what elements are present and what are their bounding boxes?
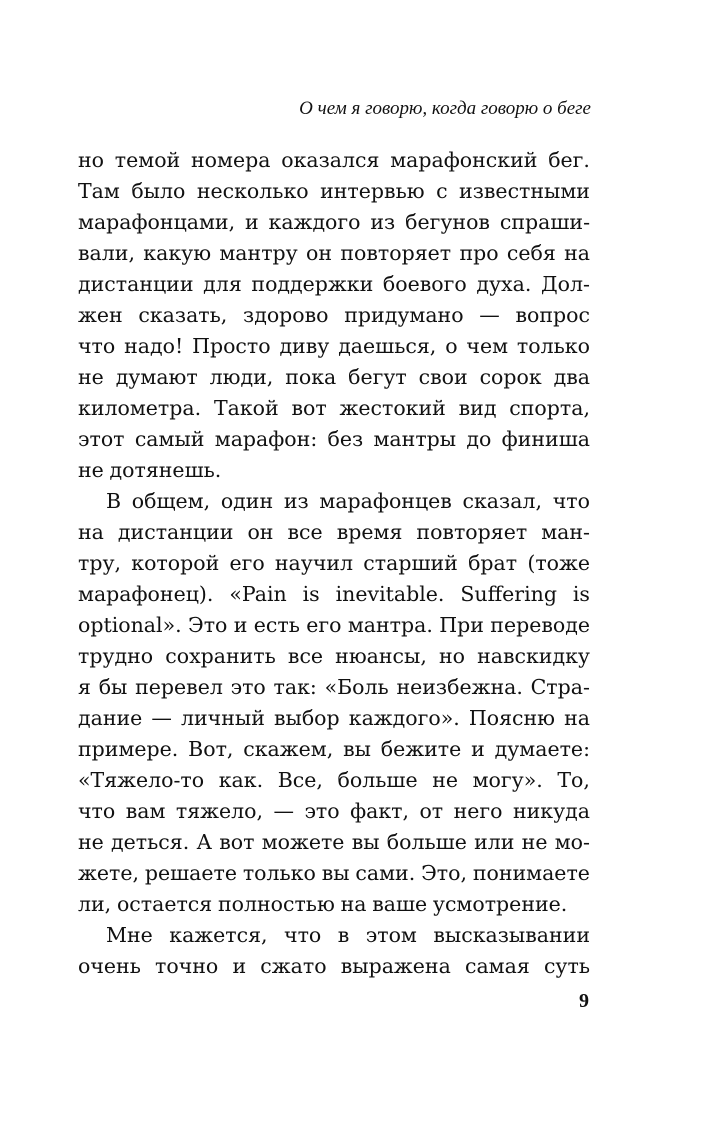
word: что xyxy=(284,923,322,947)
word: самый xyxy=(134,427,205,451)
word: даешься, xyxy=(338,334,437,358)
word: из xyxy=(370,210,396,234)
word: ман- xyxy=(541,520,590,544)
word: повторяет xyxy=(340,241,452,265)
word: него xyxy=(453,799,503,823)
word: повторяет xyxy=(416,520,528,544)
word: могу». xyxy=(472,768,543,792)
text-line xyxy=(78,858,590,889)
word: Мне xyxy=(106,923,153,947)
word: мантру xyxy=(219,241,298,265)
word: личный xyxy=(181,706,265,730)
word: inevitable. xyxy=(335,582,445,606)
text-line xyxy=(78,331,590,362)
word: духа. xyxy=(476,272,532,296)
text-line xyxy=(78,734,590,765)
word: бегут xyxy=(348,365,407,389)
word: несколько xyxy=(196,179,309,203)
text-line xyxy=(78,486,590,517)
word: диву xyxy=(279,334,330,358)
word: но xyxy=(438,644,465,668)
word: трудно xyxy=(78,644,154,668)
word: думаете: xyxy=(494,737,590,761)
word: мантры xyxy=(373,427,457,451)
running-header: О чем я говорю, когда говорю о беге xyxy=(299,98,591,119)
word: не xyxy=(78,365,104,389)
text-line xyxy=(78,455,590,486)
word: — xyxy=(151,706,172,730)
word: усмотрение. xyxy=(432,892,568,916)
word: мантра. xyxy=(347,613,433,637)
word: переводе xyxy=(490,613,590,637)
word: оказался xyxy=(281,148,380,172)
word: километра. xyxy=(78,396,202,420)
word: из xyxy=(283,489,309,513)
word: Дол- xyxy=(541,272,590,296)
text-line xyxy=(78,951,590,982)
word: думают xyxy=(115,365,198,389)
word: без xyxy=(327,427,364,451)
text-line xyxy=(78,579,590,610)
word: его xyxy=(229,551,265,575)
text-line xyxy=(78,207,590,238)
word: поддержки xyxy=(251,272,374,296)
word: и xyxy=(244,210,259,234)
word: скажем, xyxy=(243,737,334,761)
text-line xyxy=(78,610,590,641)
word: люди, xyxy=(209,365,274,389)
word: кажется, xyxy=(169,923,268,947)
word: дание xyxy=(78,706,143,730)
word: старший xyxy=(363,551,458,575)
word: темой xyxy=(114,148,181,172)
word: боевого xyxy=(382,272,467,296)
word: Это, xyxy=(421,861,467,885)
text-line xyxy=(78,641,590,672)
text-line xyxy=(78,424,590,455)
word: сорок xyxy=(479,365,542,389)
word: это xyxy=(304,799,340,823)
word: его xyxy=(306,613,342,637)
word: было xyxy=(131,179,186,203)
word: не xyxy=(521,830,548,854)
text-line xyxy=(78,393,590,424)
page-number: 9 xyxy=(579,990,589,1012)
word: бы xyxy=(98,675,128,699)
word: от xyxy=(419,799,444,823)
word: на xyxy=(78,520,104,544)
text-line xyxy=(78,300,590,331)
word: Поясню xyxy=(468,706,555,730)
text-line xyxy=(78,889,590,920)
word: мо- xyxy=(554,830,590,854)
word: высказывании xyxy=(433,923,590,947)
word: неизбежна. xyxy=(396,675,523,699)
word: Стра- xyxy=(530,675,590,699)
text-line xyxy=(78,672,590,703)
word: свои xyxy=(418,365,468,389)
word: бег. xyxy=(548,148,590,172)
word: очень xyxy=(78,954,141,978)
word: марафон: xyxy=(214,427,318,451)
word: вопрос xyxy=(515,303,590,327)
word: спраши- xyxy=(499,210,590,234)
word: optional». xyxy=(78,613,182,637)
word: можете xyxy=(261,830,345,854)
word: на xyxy=(564,241,590,265)
word: не xyxy=(78,458,104,482)
word: про xyxy=(459,241,499,265)
word: не xyxy=(78,830,104,854)
word: он xyxy=(306,241,333,265)
word: тру, xyxy=(78,551,122,575)
word: он xyxy=(247,520,274,544)
word: известными xyxy=(459,179,590,203)
word: выбор xyxy=(273,706,340,730)
text-line xyxy=(78,703,590,734)
word: самая xyxy=(464,954,530,978)
word: марафонский xyxy=(390,148,538,172)
word: вы xyxy=(351,830,380,854)
text-line xyxy=(78,362,590,393)
word: дистанции xyxy=(117,520,234,544)
text-line xyxy=(78,827,590,858)
word: номера xyxy=(191,148,271,172)
text-line xyxy=(78,269,590,300)
word: которой xyxy=(131,551,220,575)
word: надо! xyxy=(124,334,184,358)
word: этот xyxy=(78,427,125,451)
text-line xyxy=(78,796,590,827)
word: это xyxy=(230,675,266,699)
word: что xyxy=(552,489,590,513)
word: марафонец). xyxy=(78,582,214,606)
word: не xyxy=(432,768,458,792)
word: все xyxy=(287,644,324,668)
word: вид xyxy=(458,396,497,420)
word: дистанции xyxy=(78,272,194,296)
word: чем xyxy=(466,334,509,358)
text-line xyxy=(78,176,590,207)
word: ли, xyxy=(78,892,112,916)
word: придумано xyxy=(344,303,464,327)
word: жете, xyxy=(78,861,139,885)
word: я xyxy=(78,675,91,699)
word: больше xyxy=(386,830,467,854)
word: решаете xyxy=(144,861,237,885)
word: сказать, xyxy=(138,303,228,327)
word: Такой xyxy=(213,396,279,420)
word: «Боль xyxy=(324,675,389,699)
word: сохранить xyxy=(165,644,276,668)
word: А xyxy=(196,830,212,854)
word: Suffering xyxy=(460,582,557,606)
word: перевел xyxy=(135,675,223,699)
word: сжато xyxy=(260,954,327,978)
word: вали, xyxy=(78,241,135,265)
word: брат xyxy=(468,551,518,575)
word: бегунов xyxy=(405,210,490,234)
word: сказал, xyxy=(462,489,542,513)
word: бежите xyxy=(380,737,462,761)
word: is xyxy=(572,582,590,606)
word: вот xyxy=(291,396,327,420)
word: «Тяжело-то xyxy=(78,768,205,792)
word: только xyxy=(242,861,316,885)
word: нюансы, xyxy=(335,644,427,668)
word: этом xyxy=(365,923,417,947)
word: остается xyxy=(116,892,213,916)
word: себя xyxy=(506,241,556,265)
word: два xyxy=(553,365,590,389)
word: и xyxy=(232,954,247,978)
word: вот xyxy=(219,830,255,854)
word: ваше xyxy=(372,892,428,916)
word: интервью xyxy=(320,179,425,203)
word: is xyxy=(302,582,320,606)
word: на xyxy=(340,892,367,916)
word: суть xyxy=(543,954,590,978)
word: понимаете xyxy=(472,861,590,885)
text-line xyxy=(78,238,590,269)
word: навскидку xyxy=(477,644,590,668)
word: больше xyxy=(337,768,418,792)
word: марафонцами, xyxy=(78,210,236,234)
word: общем, xyxy=(131,489,211,513)
word: здорово xyxy=(243,303,329,327)
word: жестокий xyxy=(339,396,446,420)
word: факт, xyxy=(350,799,409,823)
word: дотянешь. xyxy=(109,458,222,482)
word: При xyxy=(439,613,484,637)
word: Просто xyxy=(192,334,271,358)
word: как. xyxy=(218,768,264,792)
word: Там xyxy=(78,179,120,203)
word: до xyxy=(466,427,492,451)
word: Вот, xyxy=(188,737,234,761)
word: Это xyxy=(188,613,228,637)
word: марафонцев xyxy=(319,489,452,513)
word: или xyxy=(474,830,515,854)
word: Все, xyxy=(277,768,323,792)
body-text xyxy=(78,145,590,982)
word: деться. xyxy=(111,830,190,854)
word: только xyxy=(516,334,590,358)
word: что xyxy=(78,799,116,823)
word: с xyxy=(436,179,448,203)
text-line xyxy=(78,765,590,796)
word: какую xyxy=(143,241,212,265)
word: все xyxy=(287,520,323,544)
word: точно xyxy=(155,954,219,978)
word: есть xyxy=(253,613,300,637)
word: время xyxy=(336,520,403,544)
word: спорта, xyxy=(509,396,590,420)
word: один xyxy=(220,489,274,513)
word: сами. xyxy=(355,861,416,885)
word: для xyxy=(203,272,242,296)
word: вам xyxy=(125,799,166,823)
word: о xyxy=(445,334,458,358)
word: (тоже xyxy=(527,551,590,575)
word: и xyxy=(233,613,248,637)
word: вы xyxy=(321,861,350,885)
text-line xyxy=(78,145,590,176)
word: примере. xyxy=(78,737,179,761)
word: что xyxy=(78,334,116,358)
word: каждого». xyxy=(348,706,460,730)
text-line xyxy=(78,920,590,951)
word: — xyxy=(479,303,500,327)
word: так: xyxy=(273,675,317,699)
text-line xyxy=(78,548,590,579)
word: — xyxy=(273,799,294,823)
word: В xyxy=(106,489,122,513)
word: каждого xyxy=(268,210,361,234)
word: вы xyxy=(343,737,371,761)
word: «Pain xyxy=(229,582,287,606)
word: полностью xyxy=(217,892,335,916)
word: на xyxy=(564,706,590,730)
word: научил xyxy=(274,551,354,575)
text-line xyxy=(78,517,590,548)
word: пока xyxy=(285,365,337,389)
word: в xyxy=(337,923,350,947)
word: тяжело, xyxy=(175,799,264,823)
word: но xyxy=(78,148,105,172)
word: и xyxy=(471,737,485,761)
word: жен xyxy=(78,303,123,327)
word: То, xyxy=(557,768,590,792)
word: финиша xyxy=(501,427,590,451)
word: никуда xyxy=(512,799,590,823)
word: выражена xyxy=(340,954,451,978)
